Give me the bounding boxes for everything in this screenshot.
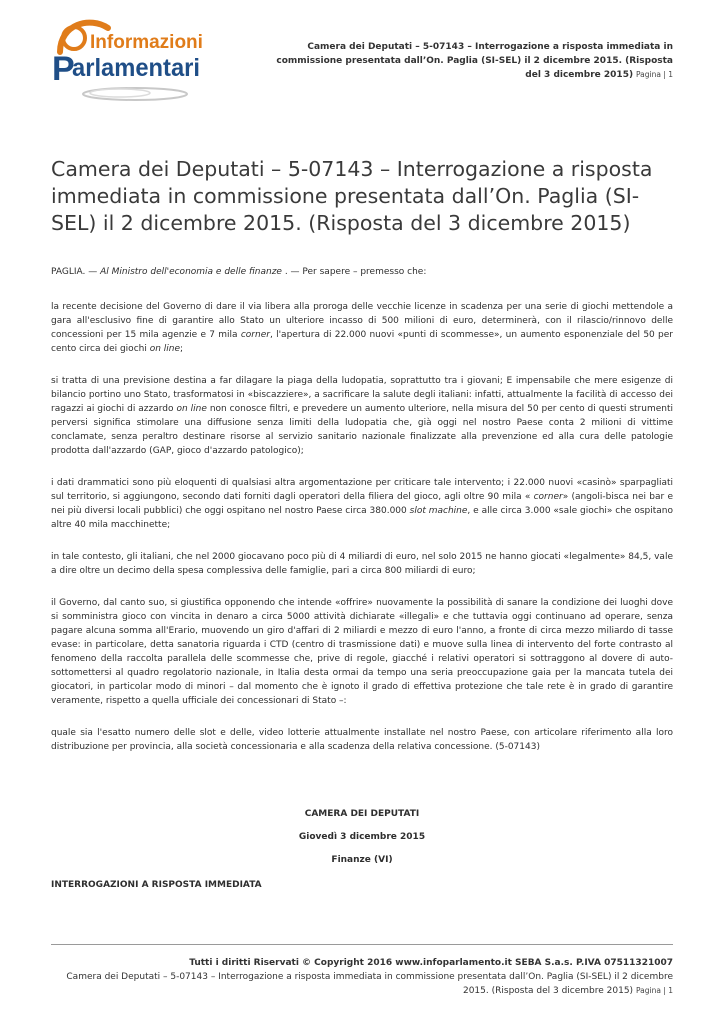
- document-body: [51, 265, 673, 892]
- p3-text-3: , e alle circa 3.000 «sale giochi» che ospitano altre 40 mila macchinette;: [51, 506, 674, 530]
- p1-text-2: , l'apertura di 22.000 nuovi «punti di scommesse», un aumento esponenziale del 50 per cento circa dei giochi: [51, 330, 673, 354]
- intro-text: . — Per sapere – premesso che:: [281, 267, 427, 277]
- header-page-label: Pagina | 1: [635, 70, 673, 79]
- p3-text-2: » (angoli-bisca nei bar e nei più diversi locali pubblici) che oggi ospitano nel nostro Paese circa 380.000: [51, 492, 673, 516]
- intro-paragraph: [51, 265, 673, 279]
- footer-reference-text: Camera dei Deputati – 5-07143 – Interrogazione a risposta immediata in commissione presentata dall’On. Paglia (SI-SEL) il 2 dicembre 2015. (Risposta del 3 dicembre 2015): [66, 972, 673, 996]
- p1-text-3: ;: [180, 344, 184, 354]
- page-title: Camera dei Deputati – 5-07143 – Interrogazione a risposta immediata in commissione presentata dall’On. Paglia (SI-SEL) il 2 dicembre 2015. (Risposta del 3 dicembre 2015): [51, 157, 653, 235]
- section-commission: Finanze (VI): [331, 855, 393, 865]
- p3-text: i dati drammatici sono più eloquenti di qualsiasi altra argomentazione per criticare tale intervento; i 22.000 nuovi «casinò» sparpagliati sul territorio, si aggiungono, secondo dati forniti dagli operatori della filiera del gioco, agli oltre 90 mila «: [51, 478, 673, 502]
- logo-graphic: [50, 14, 210, 106]
- section-heading: INTERROGAZIONI A RISPOSTA IMMEDIATA: [51, 880, 262, 890]
- paragraph-2: [51, 374, 673, 458]
- header-reference: [273, 40, 673, 82]
- intro-speaker: PAGLIA. —: [51, 267, 101, 277]
- footer-copyright: Tutti i diritti Riservati © Copyright 2016 www.infoparlamento.it SEBA S.a.s. P.IVA 07511321007: [189, 958, 673, 968]
- logo-letter-p: P: [52, 50, 75, 88]
- p2-text-2: non conosce filtri, e prevedere un aumento ulteriore, nella misura del 50 per cento di questi strumenti perversi significa stimolare una diffusione senza limiti della ludopatia che, già oggi nel nostro Paese conta 2 milioni di vittime conclamate, senza peraltro destinare risorse al servizio sanitario nazionale finalizzate alla prevenzione ed alla cura delle patologie prodotta dall'azzardo (GAP, gioco d'azzardo patologico);: [51, 404, 673, 456]
- section-date: Giovedì 3 dicembre 2015: [298, 832, 426, 842]
- informazioni-parlamentari-logo: [50, 14, 210, 106]
- paragraph-4: in tale contesto, gli italiani, che nel 2000 giocavano poco più di 4 miliardi di euro, nel solo 2015 ne hanno giocati «legalmente» 84,5, vale a dire oltre un decimo della spesa complessiva delle famiglie, pari a circa 800 miliardi di euro;: [51, 552, 673, 576]
- p2-text: si tratta di una previsione destina a far dilagare la piaga della ludopatia, soprattutto tra i giovani; E impensabile che mere esigenze di bilancio portino uno Stato, trasformatosi in «biscazziere», a sacrificare la salute degli italiani: infatti, attualmente la facilità di accesso dei ragazzi ai giochi di azzardo: [51, 376, 673, 414]
- p3-italic-slot: slot machine: [409, 506, 468, 516]
- paragraph-3: [51, 476, 673, 532]
- p1-italic-corner: corner: [240, 330, 270, 340]
- page-footer: [51, 956, 673, 998]
- footer-divider: [51, 944, 673, 945]
- paragraph-1: [51, 300, 673, 356]
- p3-italic-corner: corner: [533, 492, 563, 502]
- intro-addressee: Al Ministro dell'economia e delle finanze: [100, 267, 282, 277]
- logo-word-informazioni: Informazioni: [90, 32, 203, 53]
- p1-text: la recente decisione del Governo di dare il via libera alla proroga delle vecchie licenze in scadenza per una serie di giochi mettendole a gara all'esclusivo fine di garantire allo Stato un ulteriore incasso di 500 milioni di euro, determinerà, con il rilascio/rinnovo delle concessioni per 15 mila agenzie e 7 mila: [51, 302, 673, 340]
- paragraph-5: il Governo, dal canto suo, si giustifica opponendo che intende «offrire» nuovamente la possibilità di sanare la condizione dei luoghi dove si somministra gioco con vincita in denaro a circa 5000 attività dichiarate «illegali» e che tuttavia oggi continuano ad operare, senza pagare alcuna somma all'Erario, muovendo un giro d'affari di 2 miliardi e mezzo di euro l'anno, a fronte di circa mezzo miliardo di tasse evase: in particolare, detta sanatoria riguarda i CTD (centro di trasmissione dati) e muove sulla linea di intervento del forte contrasto al fenomeno della raccolta parallela delle scommesse che, prive di regole, giacché i relativi operatori si sottraggono al dovere di auto-sottomettersi al quadro regolatorio nazionale, in Italia desta ormai da tempo una seria preoccupazione gaia per la mancata tutela dei giocatori, in particolar modo di minori – dal momento che è ignoto il grado di effettiva protezione che tale rete è in grado di garantire veramente, rispetto a quella ufficiale dei concessionari di Stato –:: [51, 598, 673, 706]
- paragraph-6: quale sia l'esatto numero delle slot e delle, video lotterie attualmente installate nel nostro Paese, con articolare riferimento alla loro distribuzione per provincia, alla società concessionaria e alla scadenza della relativa concessione. (5-07143): [51, 728, 673, 752]
- p1-italic-online: on line: [149, 344, 181, 354]
- logo-word-parlamentari: arlamentari: [72, 54, 200, 82]
- header-reference-text: Camera dei Deputati – 5-07143 – Interrogazione a risposta immediata in commissione presentata dall’On. Paglia (SI-SEL) il 2 dicembre 2015. (Risposta del 3 dicembre 2015): [276, 42, 673, 80]
- p2-italic-online: on line: [176, 404, 207, 414]
- footer-page-label: Pagina | 1: [635, 986, 673, 995]
- section-camera: CAMERA DEI DEPUTATI: [304, 809, 420, 819]
